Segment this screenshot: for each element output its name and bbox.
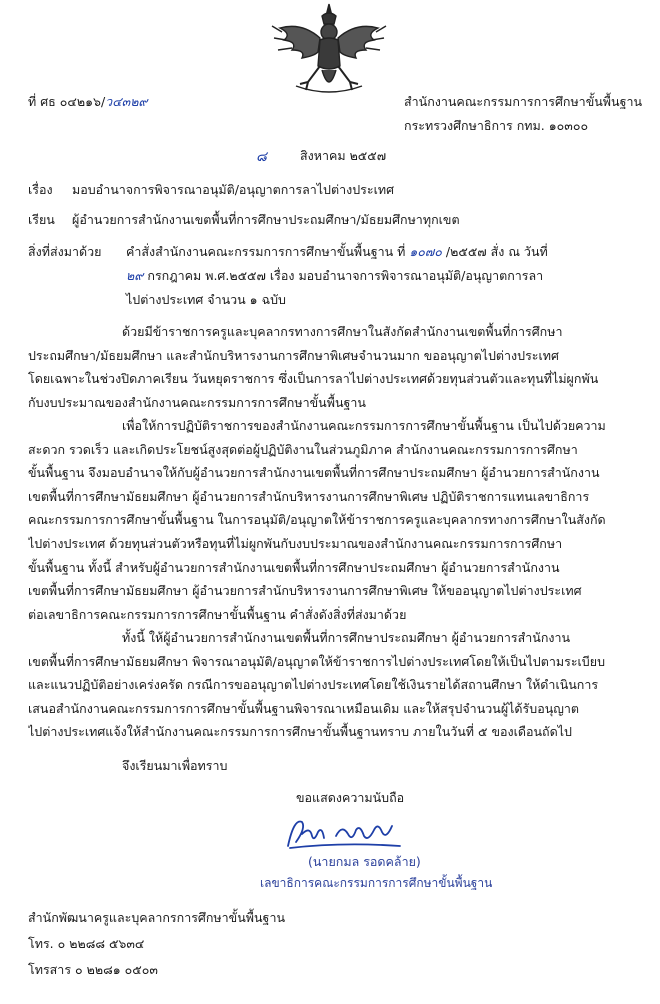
paragraph-line: สะดวก รวดเร็ว และเกิดประโยชน์สูงสุดต่อผู้ปฏิบัติงานในส่วนภูมิภาค สำนักงานคณะกรรมการการศึกษา [28,441,578,457]
paragraph-line: คณะกรรมการการศึกษาขั้นพื้นฐาน ในการอนุมัติ/อนุญาตให้ข้าราชการครูและบุคลากรทางการศึกษาในสังกัด [28,512,606,528]
paragraph-line: ขั้นพื้นฐาน จึงมอบอำนาจให้กับผู้อำนวยการสำนักงานเขตพื้นที่การศึกษาประถมศึกษา ผู้อำนวยการสำนักงาน [28,465,600,481]
garuda-emblem-icon [262,2,396,98]
attachment-line-1-tail: /๒๕๕๗ สั่ง ณ วันที่ [441,244,548,259]
paragraph-line: ไปต่างประเทศแจ้งให้สำนักงานคณะกรรมการการศึกษาขั้นพื้นฐานทราบ ภายในวันที่ ๕ ของเดือนถัดไป [28,724,572,740]
paragraph-line: เพื่อให้การปฏิบัติราชการของสำนักงานคณะกรรมการการศึกษาขั้นพื้นฐาน เป็นไปด้วยความ [122,418,606,433]
paragraph-line: ต่อเลขาธิการคณะกรรมการการศึกษาขั้นพื้นฐาน คำสั่งดังสิ่งที่ส่งมาด้วย [28,606,407,622]
signatory-position: เลขาธิการคณะกรรมการการศึกษาขั้นพื้นฐาน [260,876,493,890]
issuer-line-2: กระทรวงศึกษาธิการ กทม. ๑๐๓๐๐ [404,118,589,133]
attachment-line-1-text: คำสั่งสำนักงานคณะกรรมการการศึกษาขั้นพื้นฐาน ที่ [126,244,410,259]
subject-text: มอบอำนาจการพิจารณาอนุมัติ/อนุญาตการลาไปต่างประเทศ [72,182,395,197]
footer-office: สำนักพัฒนาครูและบุคลากรการศึกษาขั้นพื้นฐาน [28,910,286,925]
attachment-line-2-text: กรกฎาคม พ.ศ.๒๕๕๗ เรื่อง มอบอำนาจการพิจารณาอนุมัติ/อนุญาตการลา [143,268,544,283]
paragraph-line: ประถมศึกษา/มัธยมศึกษา และสำนักบริหารงานการศึกษาพิเศษจำนวนมาก ขออนุญาตไปต่างประเทศ [28,347,559,363]
attachment-line-2 [126,266,543,286]
attachment-line-1 [126,242,548,262]
footer-phone: โทร. ๐ ๒๒๘๘ ๕๖๓๔ [28,936,145,951]
date-month-year: สิงหาคม ๒๕๕๗ [300,148,387,163]
footer-fax: โทรสาร ๐ ๒๒๘๑ ๐๕๐๓ [28,962,158,977]
paragraph-line: กับงบประมาณของสำนักงานคณะกรรมการการศึกษาขั้นพื้นฐาน [28,394,366,410]
paragraph-line: และแนวปฏิบัติอย่างเคร่งครัด กรณีการขออนุญาตไปต่างประเทศโดยใช้เงินรายได้สถานศึกษา ให้ดำเนินการ [28,677,599,693]
attachment-label: สิ่งที่ส่งมาด้วย [28,244,102,259]
reference-number [28,92,148,112]
paragraph-line: เสนอสำนักงานคณะกรรมการการศึกษาขั้นพื้นฐานพิจารณาเหมือนเดิม และให้สรุปจำนวนผู้ได้รับอนุญาต [28,700,580,716]
subject-label: เรื่อง [28,182,53,197]
order-day-handwritten: ๒๙ [126,268,144,283]
paragraph-line: ไปต่างประเทศ ด้วยทุนส่วนตัวหรือทุนที่ไม่ผูกพันกับงบประมาณของสำนักงานคณะกรรมการการศึกษา [28,535,563,551]
paragraph-line: ขั้นพื้นฐาน ทั้งนี้ สำหรับผู้อำนวยการสำนักงานเขตพื้นที่การศึกษาประถมศึกษา ผู้อำนวยการสำนักงาน [28,559,560,575]
recipient-label: เรียน [28,212,55,227]
paragraph-line: เขตพื้นที่การศึกษามัธยมศึกษา ผู้อำนวยการสำนักบริหารงานการศึกษาพิเศษ ให้ขออนุญาตไปต่างประเทศ [28,583,582,599]
paragraph-line: ทั้งนี้ ให้ผู้อำนวยการสำนักงานเขตพื้นที่การศึกษาประถมศึกษา ผู้อำนวยการสำนักงาน [122,630,571,645]
attachment-line-3: ไปต่างประเทศ จำนวน ๑ ฉบับ [126,292,286,307]
body-paragraph-2 [28,414,636,626]
reference-number-prefix: ที่ ศธ ๐๔๒๑๖/ [28,94,106,109]
closing-inform: จึงเรียนมาเพื่อทราบ [122,758,228,773]
paragraph-line: เขตพื้นที่การศึกษามัธยมศึกษา พิจารณาอนุมัติ/อนุญาตให้ข้าราชการไปต่างประเทศโดยให้เป็นไปตามระเบียบ [28,653,606,669]
paragraph-line: ด้วยมีข้าราชการครูและบุคลากรทางการศึกษาในสังกัดสำนักงานเขตพื้นที่การศึกษา [122,324,563,339]
handwritten-signature-icon [282,812,412,852]
paragraph-line: เขตพื้นที่การศึกษามัธยมศึกษา ผู้อำนวยการสำนักบริหารงานการศึกษาพิเศษ ปฏิบัติราชการแทนเลขาธิการ [28,488,590,504]
recipient-text: ผู้อำนวยการสำนักงานเขตพื้นที่การศึกษาประถมศึกษา/มัธยมศึกษาทุกเขต [72,212,460,227]
body-paragraph-3 [28,626,636,744]
signatory-name: (นายกมล รอดคล้าย) [308,854,421,869]
paragraph-line: โดยเฉพาะในช่วงปิดภาคเรียน วันหยุดราชการ ซึ่งเป็นการลาไปต่างประเทศด้วยทุนส่วนตัวและทุนที่ไม่ผูกพัน [28,371,599,387]
closing-regards: ขอแสดงความนับถือ [296,790,405,805]
order-number-handwritten: ๑๐๗๐ [409,244,442,259]
date-day: ๘ [256,149,267,165]
issuer-line-1: สำนักงานคณะกรรมการการศึกษาขั้นพื้นฐาน [404,94,643,109]
reference-number-handwritten: ว๔๓๒๙ [105,94,148,109]
body-paragraph-1 [28,320,636,414]
